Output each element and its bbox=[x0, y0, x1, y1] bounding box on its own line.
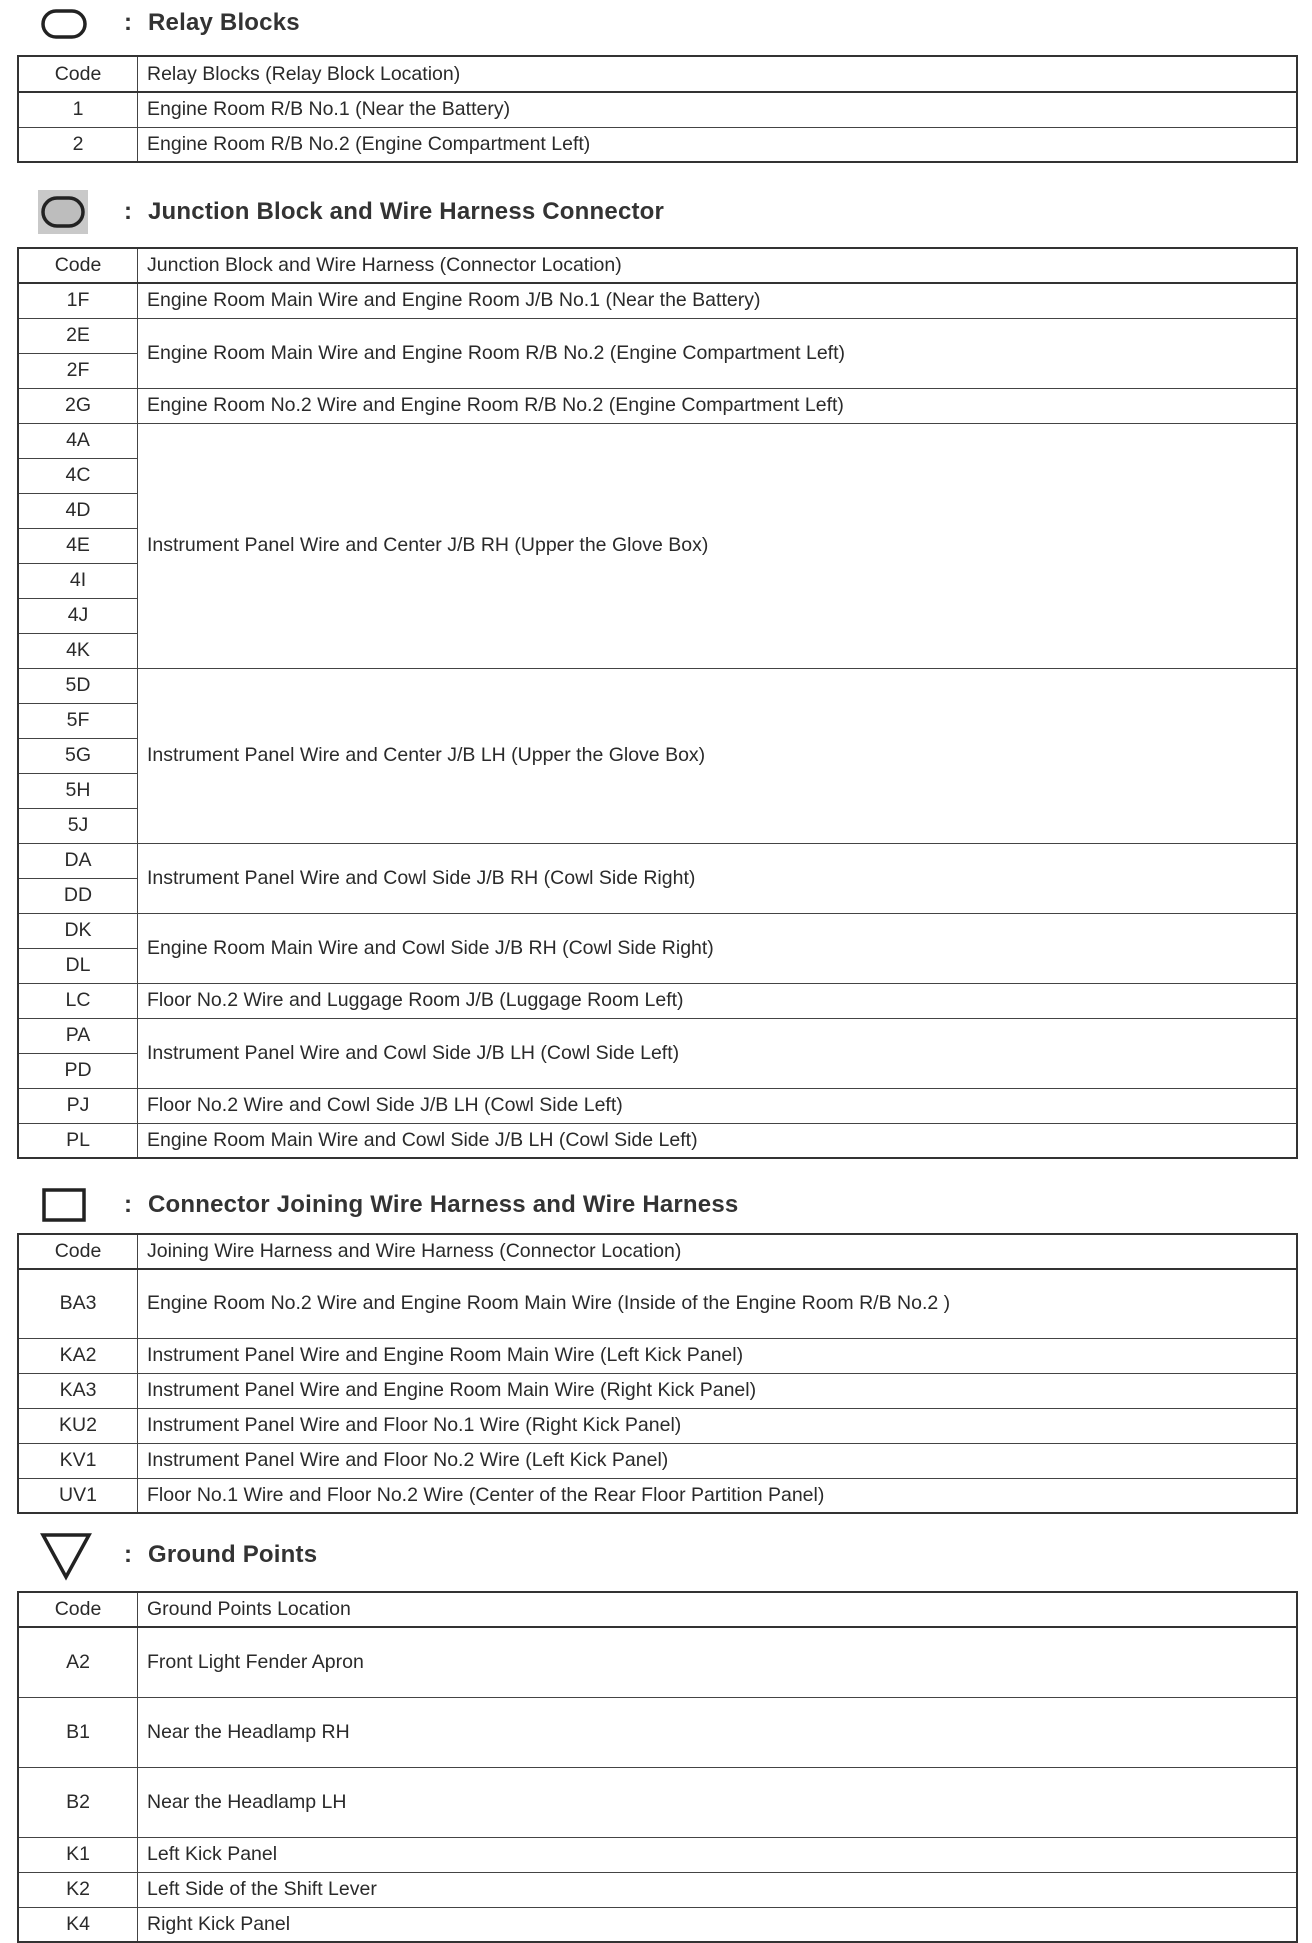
table-row bbox=[18, 1269, 1297, 1338]
header-description: Relay Blocks (Relay Block Location) bbox=[138, 56, 1298, 92]
ground-point-triangle-icon bbox=[40, 1531, 92, 1581]
code-cell: 4C bbox=[18, 458, 138, 493]
code-cell: B2 bbox=[18, 1767, 138, 1837]
header-code: Code bbox=[18, 1592, 138, 1627]
code-cell: DK bbox=[18, 913, 138, 948]
table-header-row bbox=[18, 56, 1297, 92]
code-cell: 2 bbox=[18, 127, 138, 162]
table-row bbox=[18, 1697, 1297, 1767]
code-cell: A2 bbox=[18, 1627, 138, 1697]
table-row bbox=[18, 92, 1297, 127]
description-cell: Floor No.2 Wire and Cowl Side J/B LH (Cowl Side Left) bbox=[138, 1088, 1298, 1123]
table-header-row bbox=[18, 248, 1297, 283]
table-header-row bbox=[18, 1234, 1297, 1269]
heading-colon: : bbox=[124, 1541, 132, 1568]
description-cell: Instrument Panel Wire and Cowl Side J/B RH (Cowl Side Right) bbox=[138, 843, 1298, 913]
table-row bbox=[18, 983, 1297, 1018]
ground-points-table bbox=[17, 1591, 1298, 1943]
description-cell: Instrument Panel Wire and Cowl Side J/B LH (Cowl Side Left) bbox=[138, 1018, 1298, 1088]
table-row bbox=[18, 283, 1297, 318]
table-row bbox=[18, 668, 1297, 703]
description-cell: Right Kick Panel bbox=[138, 1907, 1298, 1942]
description-cell: Floor No.2 Wire and Luggage Room J/B (Luggage Room Left) bbox=[138, 983, 1298, 1018]
table-row bbox=[18, 318, 1297, 353]
code-cell: 5G bbox=[18, 738, 138, 773]
table-row bbox=[18, 1123, 1297, 1158]
description-cell: Engine Room Main Wire and Cowl Side J/B LH (Cowl Side Left) bbox=[138, 1123, 1298, 1158]
table-row bbox=[18, 1767, 1297, 1837]
code-cell: KA2 bbox=[18, 1338, 138, 1373]
heading-colon: : bbox=[124, 1191, 132, 1218]
code-cell: B1 bbox=[18, 1697, 138, 1767]
code-cell: KA3 bbox=[18, 1373, 138, 1408]
description-cell: Engine Room Main Wire and Cowl Side J/B RH (Cowl Side Right) bbox=[138, 913, 1298, 983]
code-cell: 2G bbox=[18, 388, 138, 423]
header-description: Junction Block and Wire Harness (Connector Location) bbox=[138, 248, 1298, 283]
description-cell: Engine Room Main Wire and Engine Room J/B No.1 (Near the Battery) bbox=[138, 283, 1298, 318]
code-cell: LC bbox=[18, 983, 138, 1018]
table-row bbox=[18, 913, 1297, 948]
section-title: Relay Blocks bbox=[148, 9, 300, 36]
junction-blocks-table bbox=[17, 247, 1298, 1159]
table-row bbox=[18, 1478, 1297, 1513]
code-cell: 4A bbox=[18, 423, 138, 458]
code-cell: BA3 bbox=[18, 1269, 138, 1338]
code-cell: 5J bbox=[18, 808, 138, 843]
code-cell: KV1 bbox=[18, 1443, 138, 1478]
junction-blocks-heading bbox=[0, 188, 1312, 238]
relay-blocks-heading bbox=[0, 0, 1312, 50]
code-cell: 4K bbox=[18, 633, 138, 668]
description-cell: Instrument Panel Wire and Center J/B RH (Upper the Glove Box) bbox=[138, 423, 1298, 668]
description-cell: Engine Room No.2 Wire and Engine Room Main Wire (Inside of the Engine Room R/B No.2 ) bbox=[138, 1269, 1298, 1338]
description-cell: Engine Room No.2 Wire and Engine Room R/B No.2 (Engine Compartment Left) bbox=[138, 388, 1298, 423]
description-cell: Left Side of the Shift Lever bbox=[138, 1872, 1298, 1907]
section-title: Connector Joining Wire Harness and Wire Harness bbox=[148, 1191, 739, 1218]
code-cell: K2 bbox=[18, 1872, 138, 1907]
table-row bbox=[18, 1373, 1297, 1408]
description-cell: Engine Room R/B No.2 (Engine Compartment Left) bbox=[138, 127, 1298, 162]
description-cell: Instrument Panel Wire and Floor No.2 Wire (Left Kick Panel) bbox=[138, 1443, 1298, 1478]
description-cell: Near the Headlamp RH bbox=[138, 1697, 1298, 1767]
header-description: Joining Wire Harness and Wire Harness (Connector Location) bbox=[138, 1234, 1298, 1269]
table-header-row bbox=[18, 1592, 1297, 1627]
code-cell: 4D bbox=[18, 493, 138, 528]
code-cell: PL bbox=[18, 1123, 138, 1158]
description-cell: Front Light Fender Apron bbox=[138, 1627, 1298, 1697]
table-row bbox=[18, 388, 1297, 423]
table-row bbox=[18, 843, 1297, 878]
code-cell: DL bbox=[18, 948, 138, 983]
table-row bbox=[18, 1408, 1297, 1443]
section-title: Ground Points bbox=[148, 1541, 318, 1568]
description-cell: Near the Headlamp LH bbox=[138, 1767, 1298, 1837]
code-cell: 2F bbox=[18, 353, 138, 388]
code-cell: PA bbox=[18, 1018, 138, 1053]
code-cell: 5H bbox=[18, 773, 138, 808]
description-cell: Instrument Panel Wire and Engine Room Main Wire (Left Kick Panel) bbox=[138, 1338, 1298, 1373]
connector-symbol-icon bbox=[42, 1188, 86, 1222]
code-cell: 1 bbox=[18, 92, 138, 127]
table-row bbox=[18, 1907, 1297, 1942]
table-row bbox=[18, 1837, 1297, 1872]
description-cell: Instrument Panel Wire and Center J/B LH (Upper the Glove Box) bbox=[138, 668, 1298, 843]
table-row bbox=[18, 1018, 1297, 1053]
header-code: Code bbox=[18, 56, 138, 92]
code-cell: 1F bbox=[18, 283, 138, 318]
table-row bbox=[18, 423, 1297, 458]
joining-connectors-heading bbox=[0, 1181, 1312, 1231]
junction-block-symbol-icon bbox=[38, 190, 88, 234]
table-row bbox=[18, 1443, 1297, 1478]
heading-colon: : bbox=[124, 9, 132, 36]
description-cell: Floor No.1 Wire and Floor No.2 Wire (Center of the Rear Floor Partition Panel) bbox=[138, 1478, 1298, 1513]
description-cell: Engine Room R/B No.1 (Near the Battery) bbox=[138, 92, 1298, 127]
code-cell: 4J bbox=[18, 598, 138, 633]
description-cell: Instrument Panel Wire and Floor No.1 Wire (Right Kick Panel) bbox=[138, 1408, 1298, 1443]
code-cell: K4 bbox=[18, 1907, 138, 1942]
code-cell: 4I bbox=[18, 563, 138, 598]
table-row bbox=[18, 127, 1297, 162]
section-title: Junction Block and Wire Harness Connector bbox=[148, 198, 665, 225]
code-cell: DD bbox=[18, 878, 138, 913]
description-cell: Left Kick Panel bbox=[138, 1837, 1298, 1872]
code-cell: UV1 bbox=[18, 1478, 138, 1513]
description-cell: Engine Room Main Wire and Engine Room R/B No.2 (Engine Compartment Left) bbox=[138, 318, 1298, 388]
table-row bbox=[18, 1627, 1297, 1697]
table-row bbox=[18, 1872, 1297, 1907]
code-cell: 2E bbox=[18, 318, 138, 353]
code-cell: 4E bbox=[18, 528, 138, 563]
table-row bbox=[18, 1338, 1297, 1373]
code-cell: DA bbox=[18, 843, 138, 878]
code-cell: 5D bbox=[18, 668, 138, 703]
ground-points-heading bbox=[0, 1531, 1312, 1581]
relay-block-symbol-icon bbox=[40, 8, 88, 40]
table-row bbox=[18, 1088, 1297, 1123]
description-cell: Instrument Panel Wire and Engine Room Main Wire (Right Kick Panel) bbox=[138, 1373, 1298, 1408]
code-cell: KU2 bbox=[18, 1408, 138, 1443]
heading-colon: : bbox=[124, 198, 132, 225]
code-cell: PD bbox=[18, 1053, 138, 1088]
relay-blocks-table bbox=[17, 55, 1298, 163]
joining-connectors-table bbox=[17, 1233, 1298, 1514]
code-cell: 5F bbox=[18, 703, 138, 738]
code-cell: K1 bbox=[18, 1837, 138, 1872]
header-description: Ground Points Location bbox=[138, 1592, 1298, 1627]
code-cell: PJ bbox=[18, 1088, 138, 1123]
header-code: Code bbox=[18, 1234, 138, 1269]
header-code: Code bbox=[18, 248, 138, 283]
